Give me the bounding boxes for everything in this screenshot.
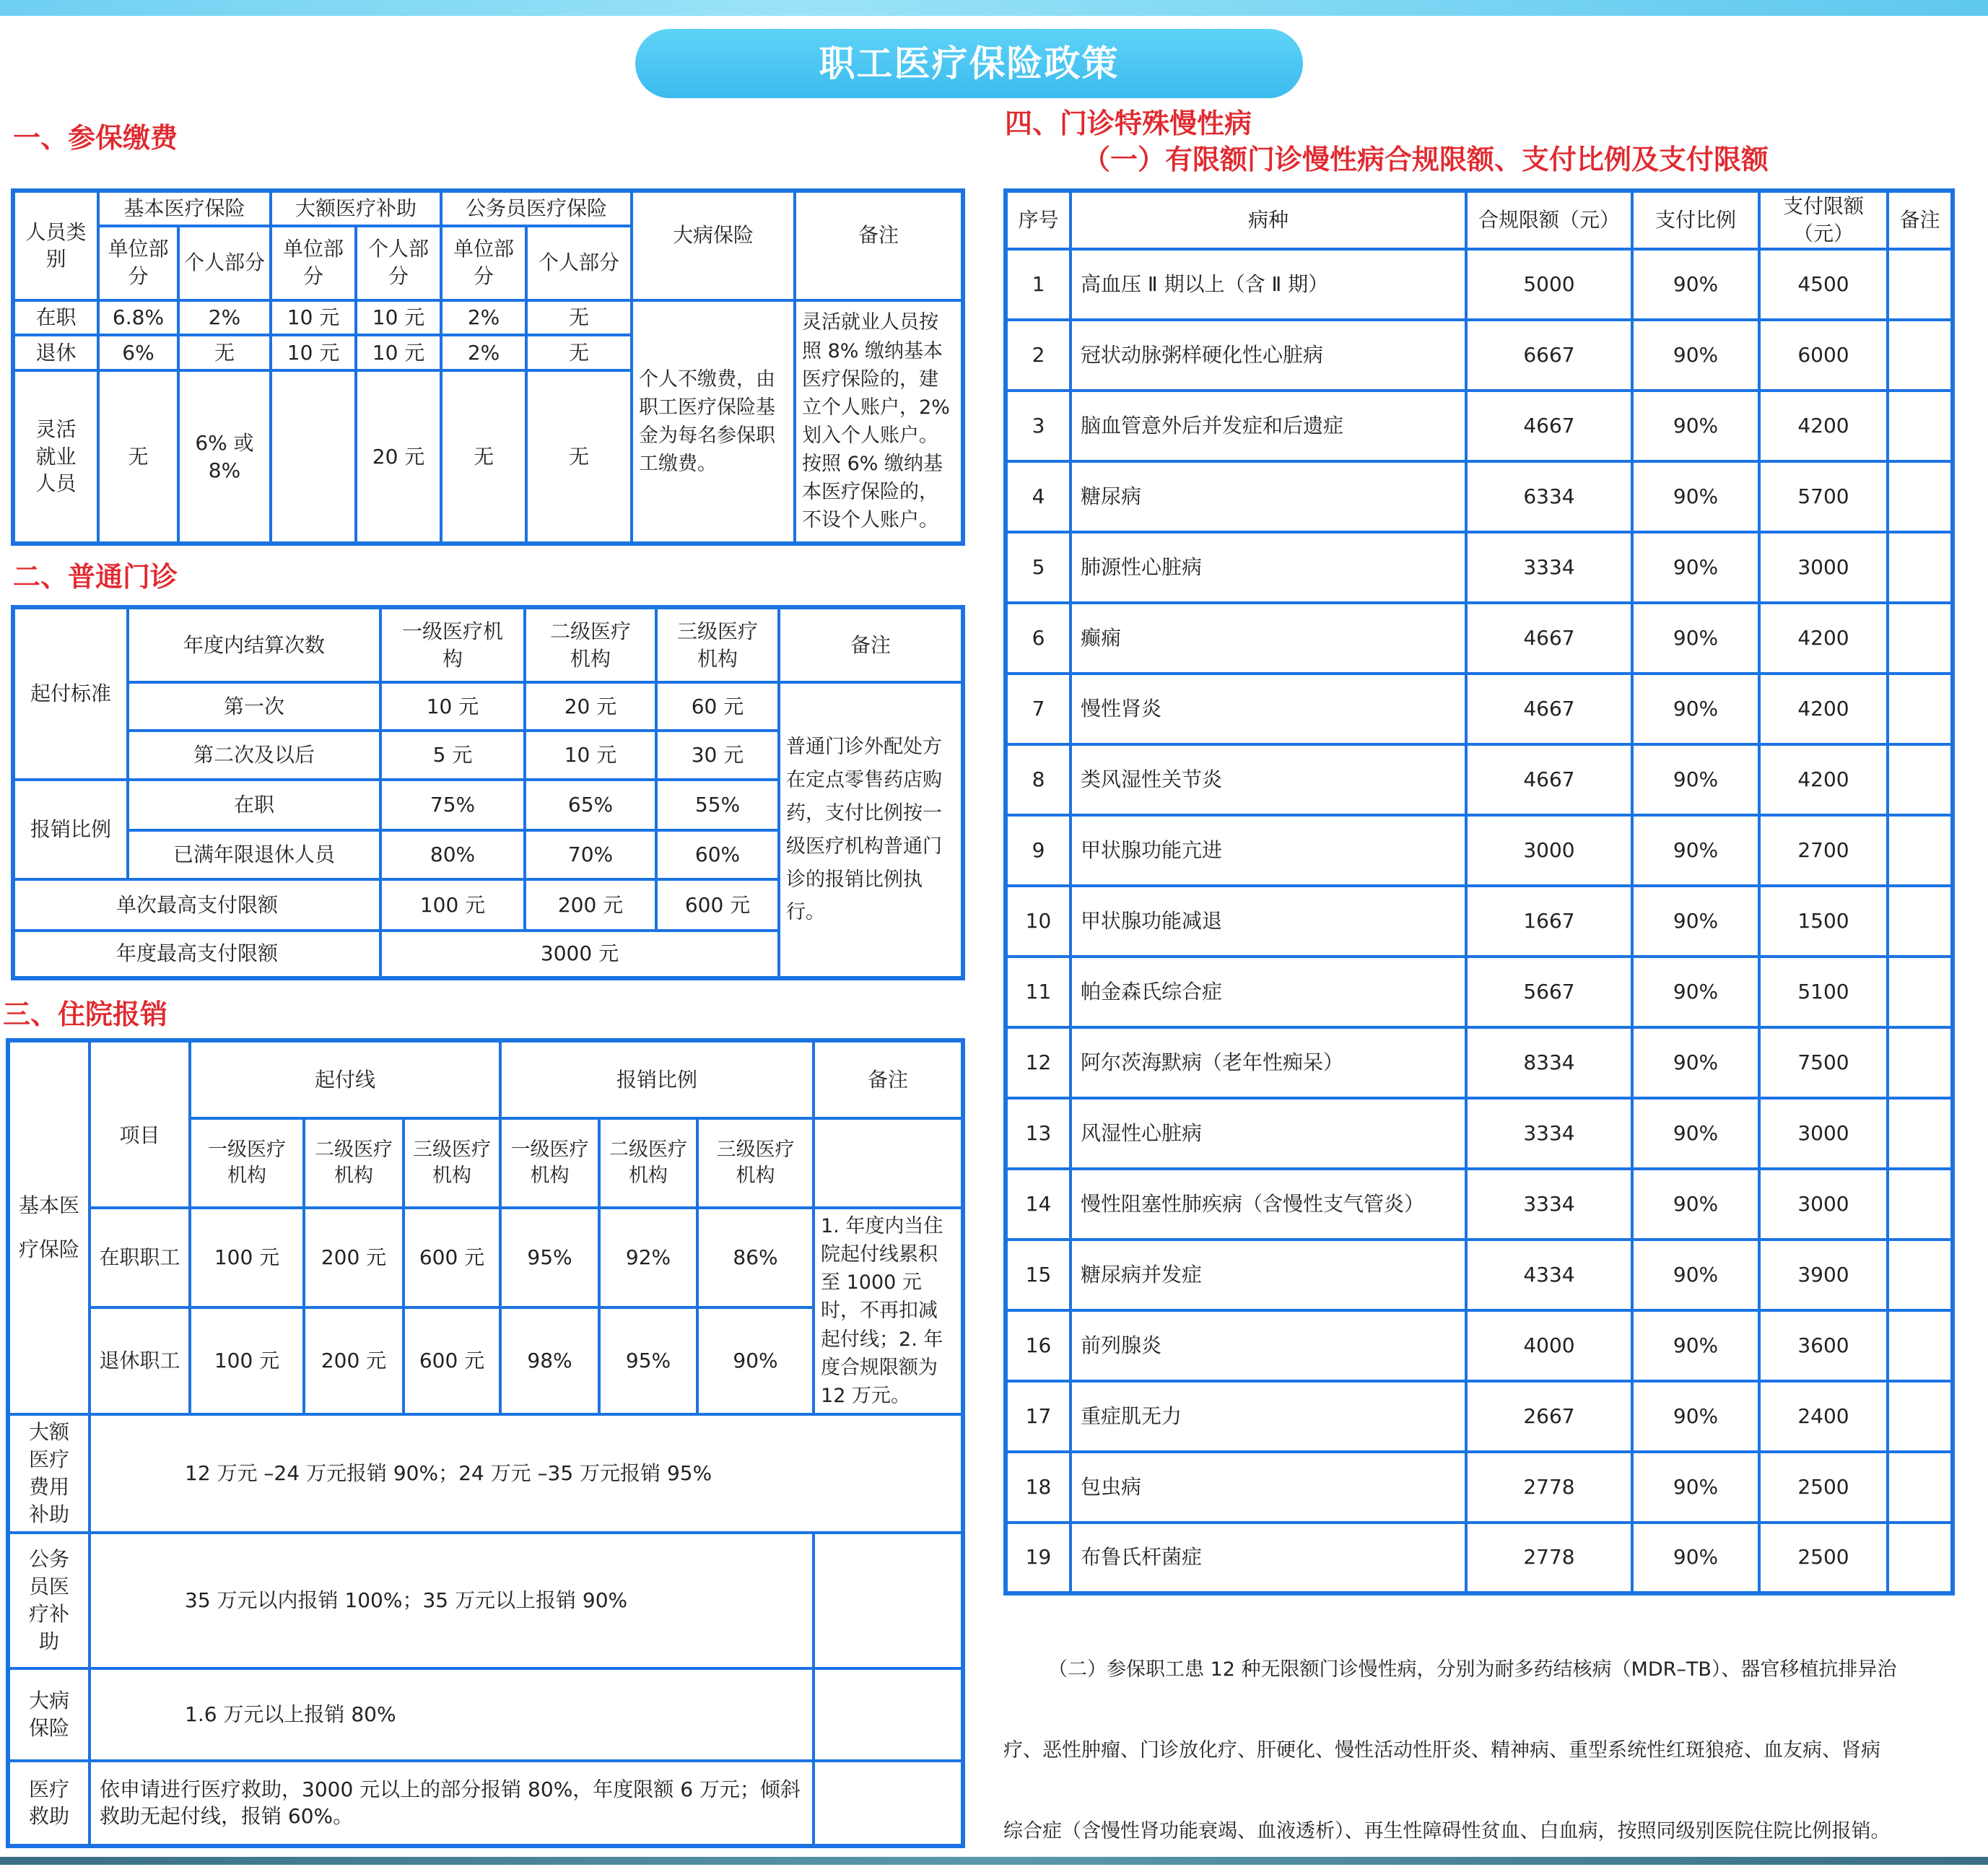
limit-amount: 2667	[1466, 1381, 1632, 1452]
chronic-table-body	[1006, 249, 1953, 1593]
header-personal-part: 个人部分	[178, 226, 271, 300]
cell: 2%	[178, 300, 271, 336]
header-serious-illness: 大病保险	[632, 191, 795, 300]
table-row	[1006, 815, 1953, 886]
pay-ratio: 90%	[1632, 1240, 1759, 1310]
section3-title: 三、住院报销	[3, 998, 168, 1030]
table-row	[1006, 603, 1953, 674]
header-note: 备注	[795, 191, 963, 300]
disease-name: 帕金森氏综合症	[1071, 957, 1466, 1027]
row-label: 医疗救助	[8, 1761, 90, 1846]
pay-limit: 3000	[1759, 1169, 1888, 1240]
limit-amount: 3334	[1466, 532, 1632, 603]
cell: 90%	[697, 1307, 814, 1414]
row-number: 5	[1006, 532, 1071, 603]
disease-name: 慢性肾炎	[1071, 674, 1466, 744]
pay-ratio: 90%	[1632, 1381, 1759, 1452]
disease-name: 糖尿病并发症	[1071, 1240, 1466, 1310]
pay-limit: 2700	[1759, 815, 1888, 886]
header-note: 备注	[814, 1040, 963, 1118]
cell: 92%	[599, 1208, 697, 1307]
header-level3: 三级医疗机构	[656, 607, 779, 682]
header-level2: 二级医疗机构	[525, 607, 656, 682]
limit-amount: 2778	[1466, 1452, 1632, 1523]
table-row	[1006, 320, 1953, 391]
pay-ratio: 90%	[1632, 1098, 1759, 1169]
cell: 5 元	[380, 731, 525, 780]
section4-subtitle: （一）有限额门诊慢性病合规限额、支付比例及支付限额	[1083, 143, 1769, 175]
cell: 20 元	[356, 370, 441, 544]
cell: 30 元	[656, 731, 779, 780]
section4-title: 四、门诊特殊慢性病	[1005, 107, 1252, 139]
cell: 95%	[599, 1307, 697, 1414]
pay-ratio: 90%	[1632, 1310, 1759, 1381]
disease-name: 前列腺炎	[1071, 1310, 1466, 1381]
table-row	[1006, 957, 1953, 1027]
disease-name: 冠状动脉粥样硬化性心脏病	[1071, 320, 1466, 391]
table-row	[1006, 1523, 1953, 1593]
cell: 10 元	[271, 335, 356, 370]
serious-illness-text: 个人不缴费，由职工医疗保险基金为每名参保职工缴费。	[632, 300, 795, 544]
table-row	[13, 300, 963, 336]
cell: 无	[526, 335, 632, 370]
table-row	[1006, 461, 1953, 532]
cell: 600 元	[404, 1307, 500, 1414]
note-cell	[1888, 1310, 1953, 1381]
pay-ratio: 90%	[1632, 320, 1759, 391]
pay-ratio: 90%	[1632, 1523, 1759, 1593]
header-level1: 一级医疗机构	[190, 1118, 304, 1208]
disease-name: 包虫病	[1071, 1452, 1466, 1523]
header-level1: 一级医疗机构	[500, 1118, 599, 1208]
row-label: 退休	[13, 335, 98, 370]
cell: 600 元	[404, 1208, 500, 1307]
pay-limit: 7500	[1759, 1027, 1888, 1098]
cell: 60%	[656, 830, 779, 879]
note-cell	[1888, 1169, 1953, 1240]
pay-ratio: 90%	[1632, 744, 1759, 815]
limit-amount: 4000	[1466, 1310, 1632, 1381]
pay-ratio: 90%	[1632, 603, 1759, 674]
header-disease: 病种	[1071, 191, 1466, 249]
pay-ratio: 90%	[1632, 249, 1759, 320]
cell: 60 元	[656, 682, 779, 730]
pay-limit: 4500	[1759, 249, 1888, 320]
top-decor-band	[0, 0, 1988, 16]
disease-name: 布鲁氏杆菌症	[1071, 1523, 1466, 1593]
row-number: 7	[1006, 674, 1071, 744]
pay-ratio: 90%	[1632, 1452, 1759, 1523]
note-cell	[1888, 320, 1953, 391]
header-level1: 一级医疗机构	[380, 607, 525, 682]
table-row	[1006, 1098, 1953, 1169]
cell: 10 元	[525, 731, 656, 780]
pay-ratio: 90%	[1632, 391, 1759, 461]
limit-amount: 4667	[1466, 744, 1632, 815]
cell: 20 元	[525, 682, 656, 730]
pay-limit: 5100	[1759, 957, 1888, 1027]
header-ratio: 支付比例	[1632, 191, 1759, 249]
header-large-subsidy: 大额医疗补助	[271, 191, 441, 226]
row-label: 年度最高支付限额	[13, 931, 380, 978]
disease-name: 慢性阻塞性肺疾病（含慢性支气管炎）	[1071, 1169, 1466, 1240]
header-unit-part: 单位部分	[271, 226, 356, 300]
note-cell	[1888, 957, 1953, 1027]
row-number: 1	[1006, 249, 1071, 320]
table-row	[1006, 391, 1953, 461]
cell	[271, 370, 356, 544]
cell: 95%	[500, 1208, 599, 1307]
table-row	[1006, 1240, 1953, 1310]
limit-amount: 5667	[1466, 957, 1632, 1027]
row-label: 单次最高支付限额	[13, 879, 380, 930]
header-personal-part: 个人部分	[356, 226, 441, 300]
note-cell	[1888, 1452, 1953, 1523]
header-civil-insurance: 公务员医疗保险	[441, 191, 632, 226]
cell: 2%	[441, 335, 526, 370]
disease-name: 癫痫	[1071, 603, 1466, 674]
bottom-decor-band	[0, 1857, 1988, 1865]
cell: 无	[526, 370, 632, 544]
row-number: 13	[1006, 1098, 1071, 1169]
note-cell	[1888, 1027, 1953, 1098]
cell: 2%	[441, 300, 526, 336]
pay-limit: 4200	[1759, 674, 1888, 744]
row-label: 大病保险	[8, 1668, 90, 1761]
table-row	[1006, 1310, 1953, 1381]
cell: 55%	[656, 780, 779, 830]
row-label: 第一次	[128, 682, 380, 730]
table-row	[8, 1533, 963, 1668]
header-personal-part: 个人部分	[526, 226, 632, 300]
pay-limit: 2400	[1759, 1381, 1888, 1452]
pay-ratio: 90%	[1632, 1169, 1759, 1240]
cell: 10 元	[356, 335, 441, 370]
header-level2: 二级医疗机构	[599, 1118, 697, 1208]
row-number: 15	[1006, 1240, 1071, 1310]
table-row	[1006, 1381, 1953, 1452]
pay-limit: 5700	[1759, 461, 1888, 532]
row-label: 灵活就业人员	[13, 370, 98, 544]
row-number: 10	[1006, 886, 1071, 957]
pay-ratio: 90%	[1632, 886, 1759, 957]
header-no: 序号	[1006, 191, 1071, 249]
note-cell	[1888, 815, 1953, 886]
row-label: 大额医疗费用补助	[8, 1414, 90, 1533]
cell: 200 元	[525, 879, 656, 930]
note-cell	[1888, 886, 1953, 957]
pay-limit: 6000	[1759, 320, 1888, 391]
row-label: 已满年限退休人员	[128, 830, 380, 879]
table-row	[1006, 249, 1953, 320]
page-title: 职工医疗保险政策	[635, 29, 1303, 98]
note-cell	[1888, 1098, 1953, 1169]
disease-name: 甲状腺功能减退	[1071, 886, 1466, 957]
hospitalization-table	[6, 1038, 965, 1848]
header-basic-insurance: 基本医疗保险	[98, 191, 271, 226]
limit-amount: 2778	[1466, 1523, 1632, 1593]
limit-amount: 4667	[1466, 674, 1632, 744]
header-unit-part: 单位部分	[98, 226, 178, 300]
cell: 100 元	[380, 879, 525, 930]
limit-amount: 5000	[1466, 249, 1632, 320]
pay-ratio: 90%	[1632, 1027, 1759, 1098]
pay-limit: 1500	[1759, 886, 1888, 957]
note-cell	[1888, 1240, 1953, 1310]
row-label: 在职	[128, 780, 380, 830]
limit-amount: 3334	[1466, 1169, 1632, 1240]
limit-amount: 6334	[1466, 461, 1632, 532]
row-number: 11	[1006, 957, 1071, 1027]
note-cell	[1888, 461, 1953, 532]
para-line: 综合症（含慢性肾功能衰竭、血液透析）、再生性障碍性贫血、白血病，按照同级别医院住院比例报销。	[1003, 1820, 1891, 1842]
pay-limit: 2500	[1759, 1452, 1888, 1523]
cell: 70%	[525, 830, 656, 879]
limit-amount: 8334	[1466, 1027, 1632, 1098]
note-cell	[1888, 532, 1953, 603]
cell: 75%	[380, 780, 525, 830]
pay-ratio: 90%	[1632, 815, 1759, 886]
table-row	[1006, 886, 1953, 957]
cell: 100 元	[190, 1208, 304, 1307]
row-number: 12	[1006, 1027, 1071, 1098]
para-line: （二）参保职工患 12 种无限额门诊慢性病，分别为耐多药结核病（MDR–TB）、器官移植抗排异治	[1048, 1658, 1897, 1681]
header-unit-part: 单位部分	[441, 226, 526, 300]
row-number: 8	[1006, 744, 1071, 815]
note-cell	[1888, 674, 1953, 744]
pay-limit: 3000	[1759, 532, 1888, 603]
cell: 80%	[380, 830, 525, 879]
row-number: 19	[1006, 1523, 1071, 1593]
disease-name: 脑血管意外后并发症和后遗症	[1071, 391, 1466, 461]
table-row	[1006, 744, 1953, 815]
cell: 10 元	[380, 682, 525, 730]
cell: 98%	[500, 1307, 599, 1414]
cell: 65%	[525, 780, 656, 830]
note-cell	[1888, 391, 1953, 461]
cell: 6% 或8%	[178, 370, 271, 544]
cell: 86%	[697, 1208, 814, 1307]
row-number: 6	[1006, 603, 1071, 674]
header-item: 项目	[90, 1040, 190, 1208]
pay-limit: 3000	[1759, 1098, 1888, 1169]
header-note: 备注	[1888, 191, 1953, 249]
limit-amount: 3334	[1466, 1098, 1632, 1169]
limit-amount: 4667	[1466, 603, 1632, 674]
disease-name: 重症肌无力	[1071, 1381, 1466, 1452]
header-start-line: 起付线	[190, 1040, 500, 1118]
pay-limit: 3900	[1759, 1240, 1888, 1310]
row-number: 4	[1006, 461, 1071, 532]
row-number: 18	[1006, 1452, 1071, 1523]
note-cell	[1888, 603, 1953, 674]
disease-name: 肺源性心脏病	[1071, 532, 1466, 603]
cell: 无	[98, 370, 178, 544]
table-row	[8, 1761, 963, 1846]
header-settle-count: 年度内结算次数	[128, 607, 380, 682]
header-note: 备注	[779, 607, 963, 682]
pay-limit: 2500	[1759, 1523, 1888, 1593]
section2-title: 二、普通门诊	[13, 560, 178, 593]
table-row	[1006, 1027, 1953, 1098]
cell: 6.8%	[98, 300, 178, 336]
disease-name: 高血压 Ⅱ 期以上（含 Ⅱ 期）	[1071, 249, 1466, 320]
row-number: 14	[1006, 1169, 1071, 1240]
disease-name: 糖尿病	[1071, 461, 1466, 532]
cell: 600 元	[656, 879, 779, 930]
basic-insurance-label: 基本医疗保险	[8, 1040, 90, 1414]
hospital-note-text: 1. 年度内当住院起付线累积至 1000 元时，不再扣减起付线；2. 年度合规限额为 12 万元。	[814, 1208, 963, 1414]
limit-amount: 6667	[1466, 320, 1632, 391]
limit-amount: 4667	[1466, 391, 1632, 461]
header-level2: 二级医疗机构	[304, 1118, 404, 1208]
cell: 200 元	[304, 1307, 404, 1414]
table-row	[1006, 1169, 1953, 1240]
contribution-table	[11, 188, 965, 546]
start-standard-label: 起付标准	[13, 607, 128, 780]
chronic-disease-table	[1003, 188, 1955, 1595]
cell: 无	[178, 335, 271, 370]
limit-amount: 1667	[1466, 886, 1632, 957]
row-number: 9	[1006, 815, 1071, 886]
header-pay-limit: 支付限额（元）	[1759, 191, 1888, 249]
row-label: 在职	[13, 300, 98, 336]
disease-name: 类风湿性关节炎	[1071, 744, 1466, 815]
pay-limit: 3600	[1759, 1310, 1888, 1381]
table-row	[1006, 674, 1953, 744]
cell: 3000 元	[380, 931, 779, 978]
table-row	[1006, 1452, 1953, 1523]
limit-amount: 3000	[1466, 815, 1632, 886]
disease-name: 甲状腺功能亢进	[1071, 815, 1466, 886]
row-number: 3	[1006, 391, 1071, 461]
note-cell	[1888, 249, 1953, 320]
table-row	[1006, 532, 1953, 603]
pay-limit: 4200	[1759, 391, 1888, 461]
cell: 200 元	[304, 1208, 404, 1307]
header-level3: 三级医疗机构	[404, 1118, 500, 1208]
row-label: 公务员医疗补助	[8, 1533, 90, 1668]
row-number: 2	[1006, 320, 1071, 391]
cell: 12 万元 –24 万元报销 90%；24 万元 –35 万元报销 95%	[90, 1414, 963, 1533]
table-row	[8, 1208, 963, 1307]
pay-ratio: 90%	[1632, 957, 1759, 1027]
pay-limit: 4200	[1759, 603, 1888, 674]
note-cell	[1888, 744, 1953, 815]
section1-title: 一、参保缴费	[13, 121, 178, 154]
cell: 100 元	[190, 1307, 304, 1414]
note-cell	[1888, 1381, 1953, 1452]
header-limit: 合规限额（元）	[1466, 191, 1632, 249]
row-number: 16	[1006, 1310, 1071, 1381]
row-label: 退休职工	[90, 1307, 190, 1414]
cell: 无	[441, 370, 526, 544]
outpatient-table	[11, 605, 965, 980]
ratio-label: 报销比例	[13, 780, 128, 880]
table-row	[8, 1668, 963, 1761]
cell: 6%	[98, 335, 178, 370]
pay-ratio: 90%	[1632, 532, 1759, 603]
note-cell	[1888, 1523, 1953, 1593]
disease-name: 阿尔茨海默病（老年性痴呆）	[1071, 1027, 1466, 1098]
row-label: 第二次及以后	[128, 731, 380, 780]
pay-ratio: 90%	[1632, 461, 1759, 532]
header-ratio: 报销比例	[500, 1040, 814, 1118]
para-line: 疗、恶性肿瘤、门诊放化疗、肝硬化、慢性活动性肝炎、精神病、重型系统性红斑狼疮、血友病、肾病	[1003, 1739, 1880, 1762]
row-number: 17	[1006, 1381, 1071, 1452]
cell: 35 万元以内报销 100%；35 万元以上报销 90%	[90, 1533, 814, 1668]
contribution-note-text: 灵活就业人员按照 8% 缴纳基本医疗保险的，建立个人账户，2% 划入个人账户。按照 6% 缴纳基本医疗保险的，不设个人账户。	[795, 300, 963, 544]
outpatient-note-text: 普通门诊外配处方在定点零售药店购药，支付比例按一级医疗机构普通门诊的报销比例执行。	[779, 682, 963, 978]
table-row	[13, 682, 963, 730]
table-row	[8, 1414, 963, 1533]
header-level3: 三级医疗机构	[697, 1118, 814, 1208]
header-person-type: 人员类别	[13, 191, 98, 300]
limit-amount: 4334	[1466, 1240, 1632, 1310]
cell: 10 元	[271, 300, 356, 336]
pay-ratio: 90%	[1632, 674, 1759, 744]
cell: 1.6 万元以上报销 80%	[90, 1668, 814, 1761]
cell: 依申请进行医疗救助，3000 元以上的部分报销 80%，年度限额 6 万元；倾斜救助无起付线，报销 60%。	[90, 1761, 814, 1846]
cell: 10 元	[356, 300, 441, 336]
unlimited-chronic-paragraph	[1003, 1629, 1963, 1872]
row-label: 在职职工	[90, 1208, 190, 1307]
pay-limit: 4200	[1759, 744, 1888, 815]
disease-name: 风湿性心脏病	[1071, 1098, 1466, 1169]
cell: 无	[526, 300, 632, 336]
